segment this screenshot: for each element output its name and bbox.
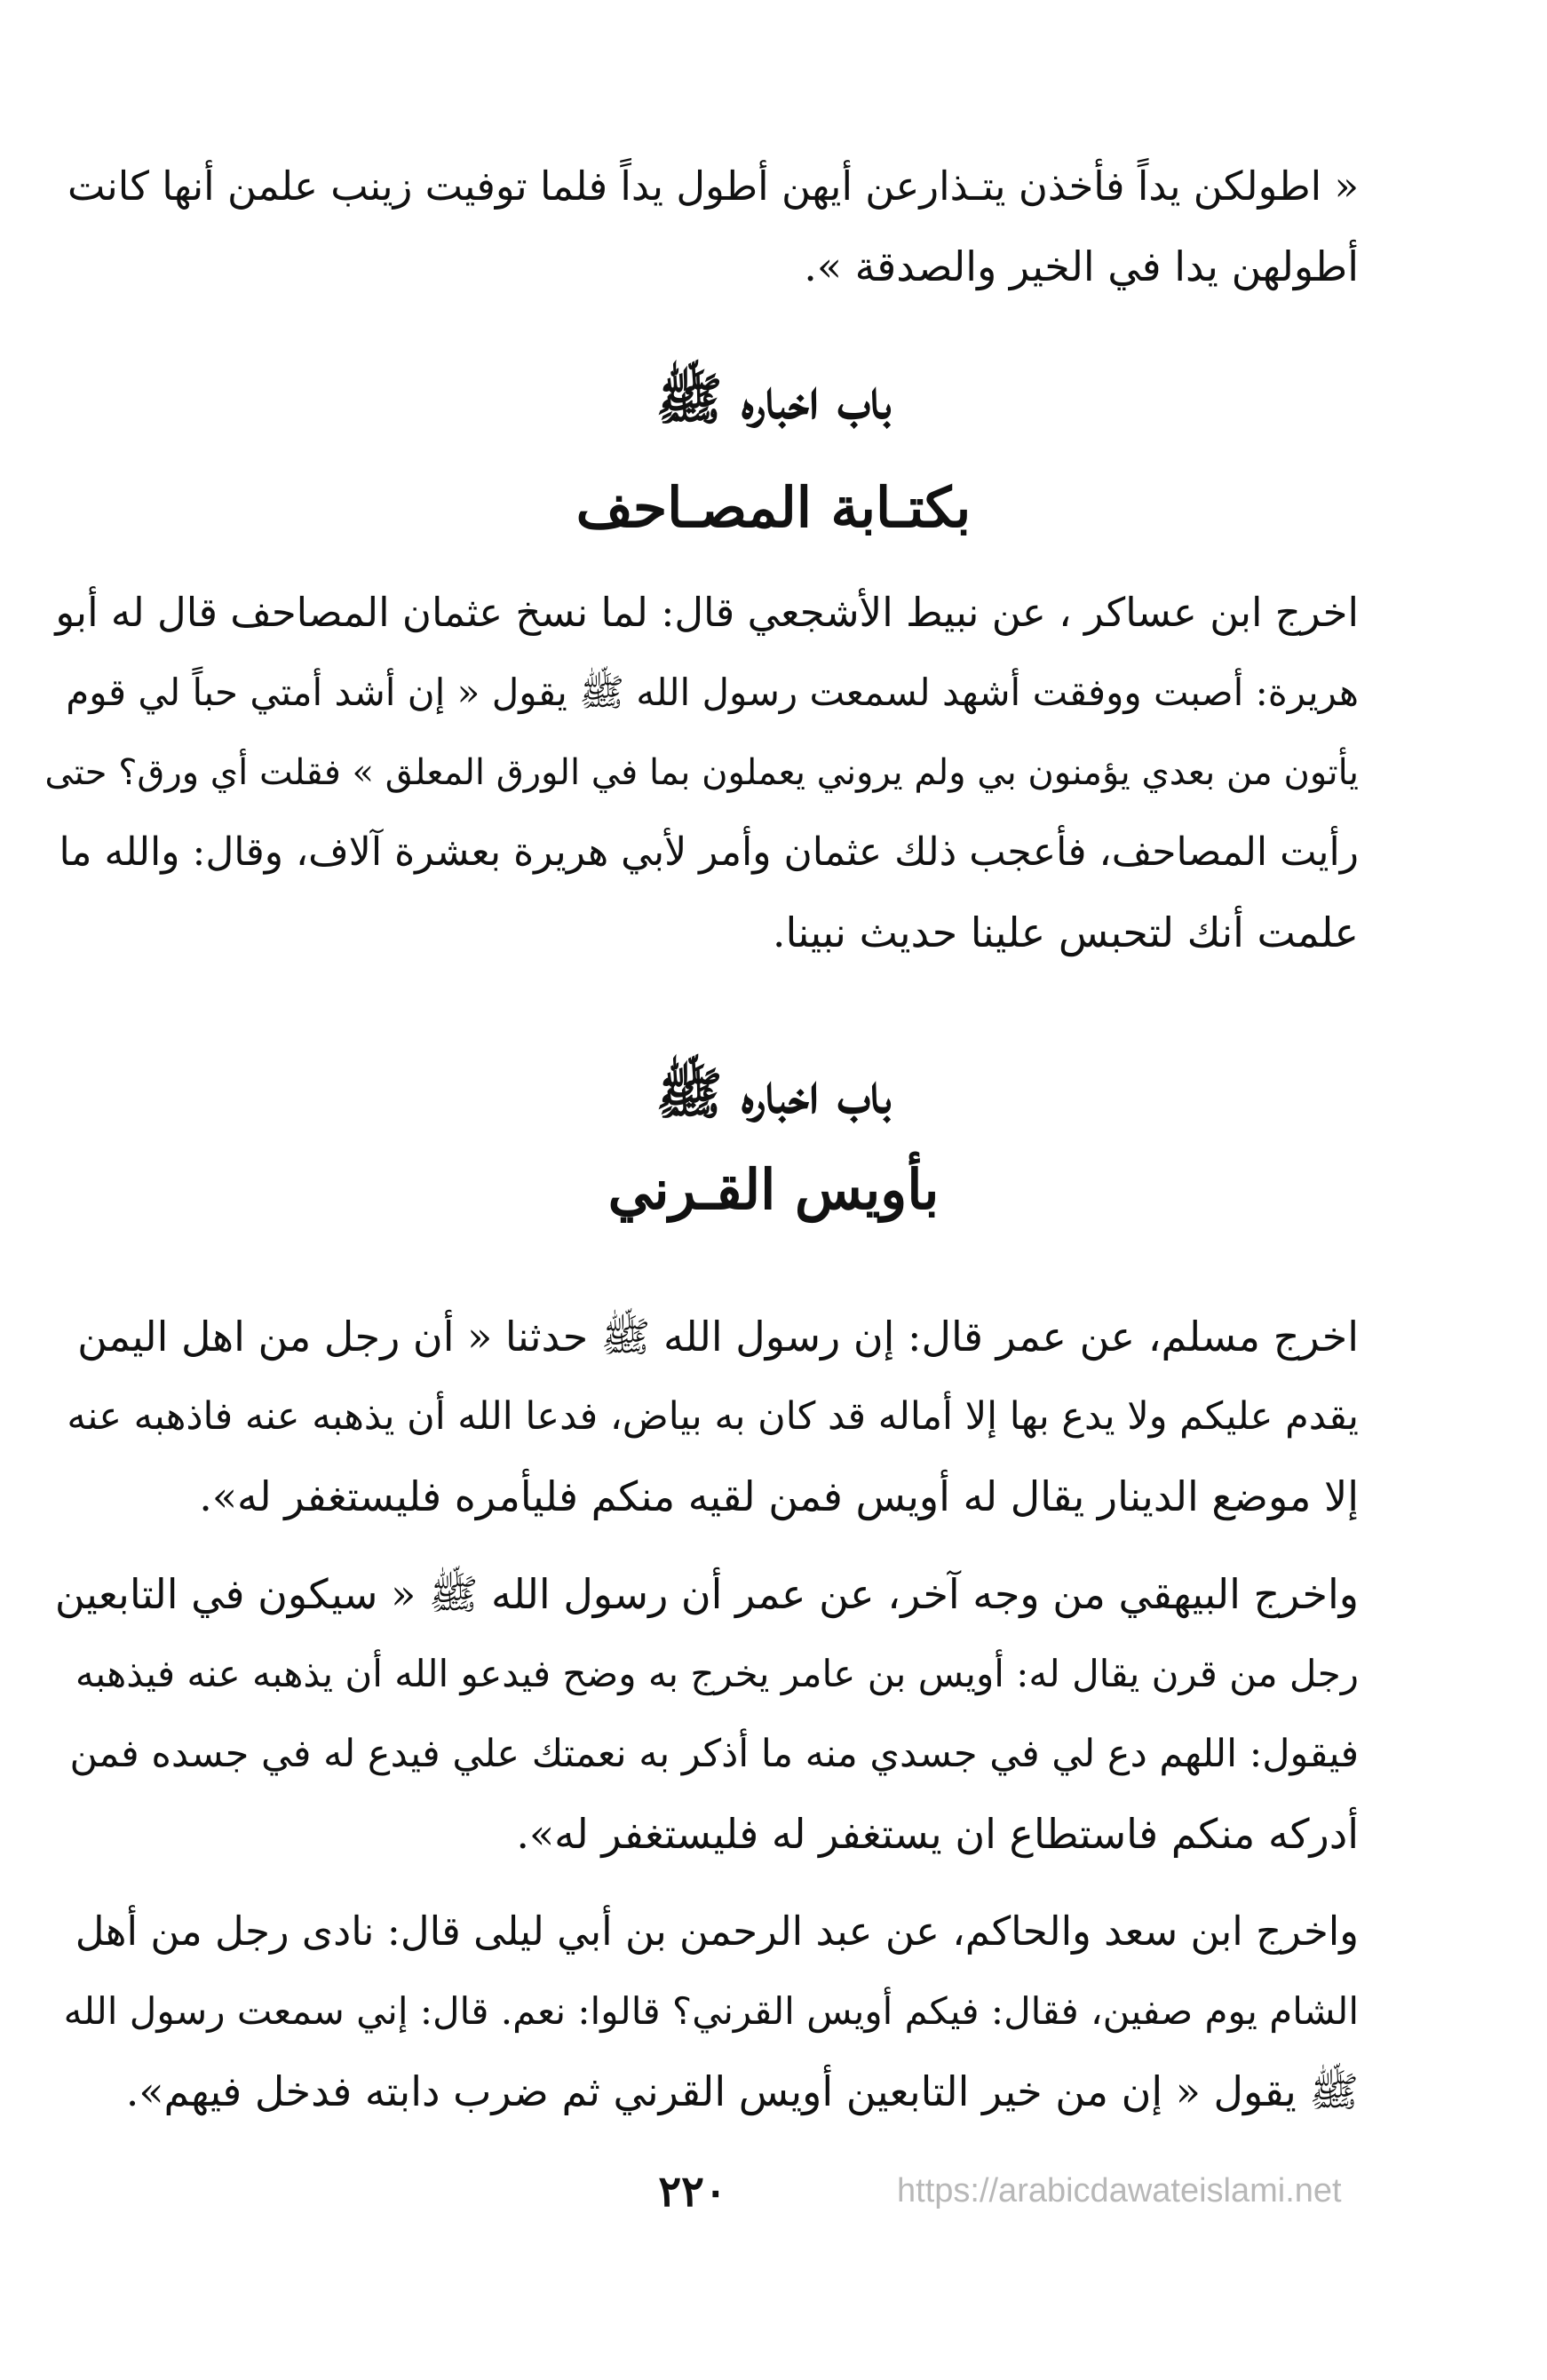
text-line: ﷺ يقول « إن من خير التابعين أويس القرني ثم ضرب دابته فدخل فيهم». xyxy=(125,2067,1359,2115)
text-line: واخرج البيهقي من وجه آخر، عن عمر أن رسول الله ﷺ « سيكون في التابعين xyxy=(54,1570,1359,1618)
section-heading-line-1: باب اخباره ﷺ xyxy=(655,367,892,432)
text-line: هريرة: أصبت ووفقت أشهد لسمعت رسول الله ﷺ يقول « إن أشد أمتي حباً لي قوم xyxy=(66,670,1359,714)
text-line: اخرج ابن عساكر ، عن نبيط الأشجعي قال: لما نسخ عثمان المصاحف قال له أبو xyxy=(55,589,1359,636)
text-line: يأتون من بعدي يؤمنون بي ولم يروني يعملون بما في الورق المعلق » فقلت أي ورق؟ حتى xyxy=(44,752,1359,793)
text-line: رأيت المصاحف، فأعجب ذلك عثمان وأمر لأبي هريرة بعشرة آلاف، وقال: والله ما xyxy=(59,829,1359,875)
section-heading xyxy=(0,362,1547,545)
text-line: « اطولكن يداً فأخذن يتـذارعن أيهن أطول يداً فلما توفيت زينب علمن أنها كانت xyxy=(67,163,1359,210)
text-line: الشام يوم صفين، فقال: فيكم أويس القرني؟ قالوا: نعم. قال: إني سمعت رسول الله xyxy=(63,1989,1359,2033)
text-line: إلا موضع الدينار يقال له أويس فمن لقيه منكم فليأمره فليستغفر له». xyxy=(199,1472,1359,1520)
text-line: رجل من قرن يقال له: أويس بن عامر يخرج به وضح فيدعو الله أن يذهبه عنه فيذهبه xyxy=(75,1652,1359,1695)
section-paragraph xyxy=(49,1554,1359,1874)
text-line: فيقول: اللهم دع لي في جسدي منه ما أذكر به نعمتك علي فيدع له في جسده فمن xyxy=(69,1732,1359,1776)
section-paragraph xyxy=(49,1892,1359,2131)
watermark-url: https://arabicdawateislami.net xyxy=(897,2172,1342,2209)
text-line: علمت أنك لتحبس علينا حديث نبينا. xyxy=(772,908,1359,956)
text-line: يقدم عليكم ولا يدع بها إلا أماله قد كان به بياض، فدعا الله أن يذهبه عنه فاذهبه عنه xyxy=(67,1394,1359,1439)
text-line: أطولهن يدا في الخير والصدقة ». xyxy=(804,242,1359,290)
section-heading xyxy=(0,1057,1547,1227)
section-heading-line-2: بكتـابة المصـاحف xyxy=(575,475,972,540)
section-heading-line-2: بأويس القـرني xyxy=(607,1157,940,1222)
text-line: أدركه منكم فاستطاع ان يستغفر له فليستغفر له». xyxy=(516,1810,1359,1858)
section-heading-line-1: باب اخباره ﷺ xyxy=(655,1061,892,1126)
section-paragraph xyxy=(40,573,1359,972)
section-paragraph xyxy=(53,1297,1359,1536)
text-line: واخرج ابن سعد والحاكم، عن عبد الرحمن بن أبي ليلى قال: نادى رجل من أهل xyxy=(75,1908,1359,1955)
text-line: اخرج مسلم، عن عمر قال: إن رسول الله ﷺ حدثنا « أن رجل من اهل اليمن xyxy=(77,1313,1359,1361)
page-number: ٢٢٠ xyxy=(658,2167,727,2217)
intro-paragraph xyxy=(53,147,1359,306)
